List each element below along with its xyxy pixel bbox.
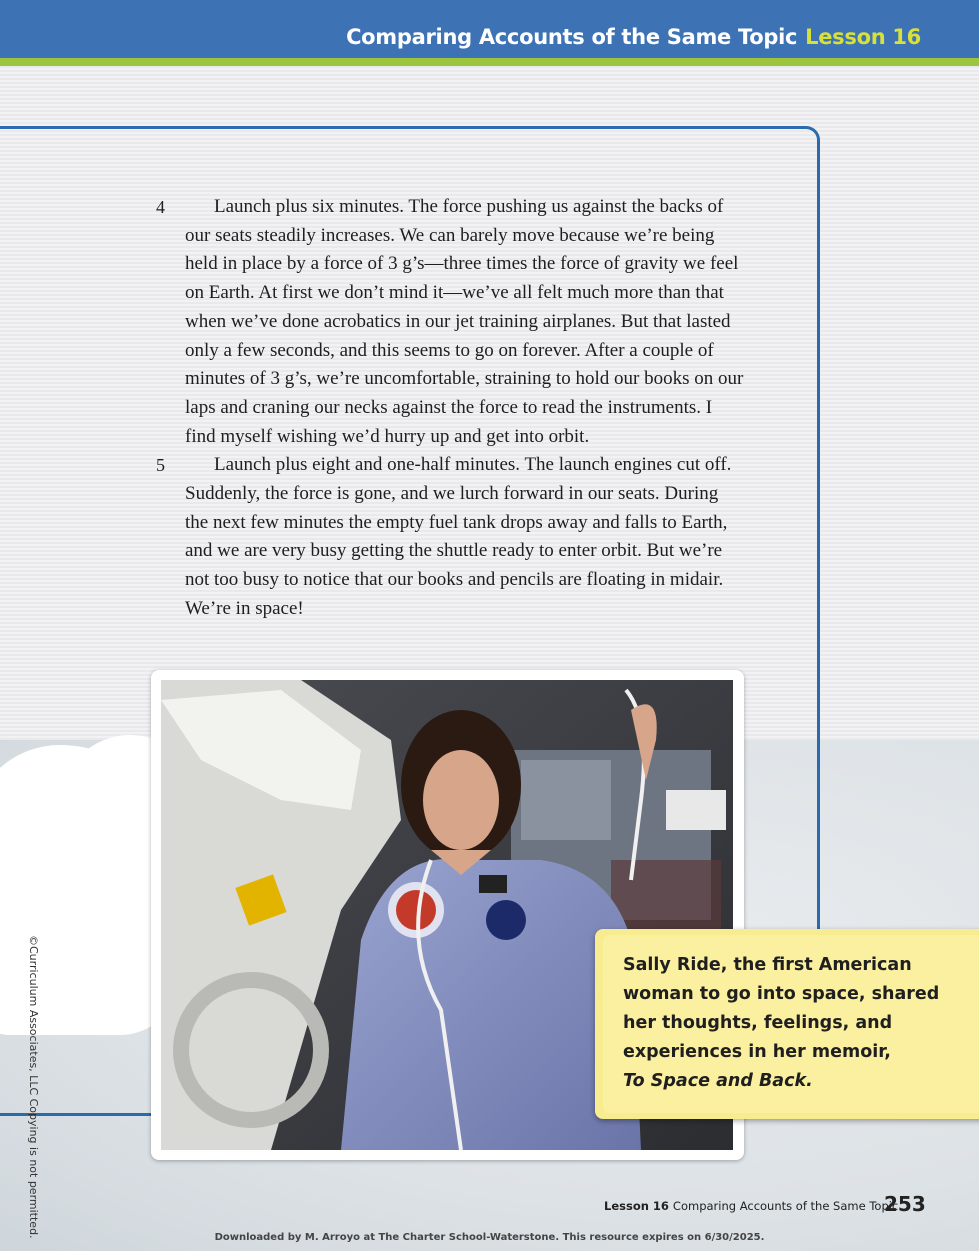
paragraph-number: 4 <box>156 197 165 217</box>
header-title <box>346 25 921 55</box>
caption-text <box>623 951 953 1096</box>
paragraph-4 <box>150 193 750 451</box>
caption-book-title: To Space and Back. <box>623 1071 813 1091</box>
footer-lesson-title: Comparing Accounts of the Same Topic <box>672 1199 899 1213</box>
header-stripe <box>0 58 979 66</box>
paragraph-number: 5 <box>156 455 165 476</box>
paragraph-text: Launch plus six minutes. The force pushing us against the backs of our seats steadily increases. We can barely move because we’re being held in place by a force of 3 g’s—three times the force of gravity we feel on Earth. At first we don’t mind it—we’ve all felt much more than that when we’ve done acrobatics in our jet training airplanes. But that lasted only a few seconds, and this seems to go on forever. After a couple of minutes of 3 g’s, we’re uncomfortable, straining to hold our books on our laps and craning our necks against the force to read the instruments. I find myself wishing we’d hurry up and get into orbit. <box>185 196 744 447</box>
paragraph-text: Launch plus eight and one-half minutes. The launch engines cut off. Suddenly, the force is gone, and we lurch forward in our seats. During the next few minutes the empty fuel tank drops away and falls to Earth, and we are very busy getting the shuttle ready to enter orbit. But we’re not too busy to notice that our books and pencils are floating in midair. We’re in space! <box>185 454 732 619</box>
caption-box <box>595 929 979 1119</box>
paragraph-5 <box>150 451 750 623</box>
footer-lesson <box>604 1199 898 1213</box>
label-sticker <box>666 790 726 830</box>
reading-frame-bottom <box>0 1113 160 1116</box>
header-topic: Comparing Accounts of the Same Topic <box>346 25 798 49</box>
header-lesson: Lesson 16 <box>805 25 921 49</box>
caption-body: Sally Ride, the first American woman to go into space, shared her thoughts, feelings, and experiences in her memoir, <box>623 955 940 1062</box>
download-note: Downloaded by M. Arroyo at The Charter School-Waterstone. This resource expires on 6/30/2025. <box>214 1232 765 1243</box>
copyright-text: ©Curriculum Associates, LLC Copying is not permitted. <box>27 935 40 1239</box>
copyright-notice <box>27 935 40 1239</box>
footer-lesson-label: Lesson 16 <box>604 1199 669 1213</box>
page-header <box>0 0 979 58</box>
face <box>423 750 499 850</box>
page-number: 253 <box>884 1192 926 1216</box>
passage-text <box>150 193 750 624</box>
